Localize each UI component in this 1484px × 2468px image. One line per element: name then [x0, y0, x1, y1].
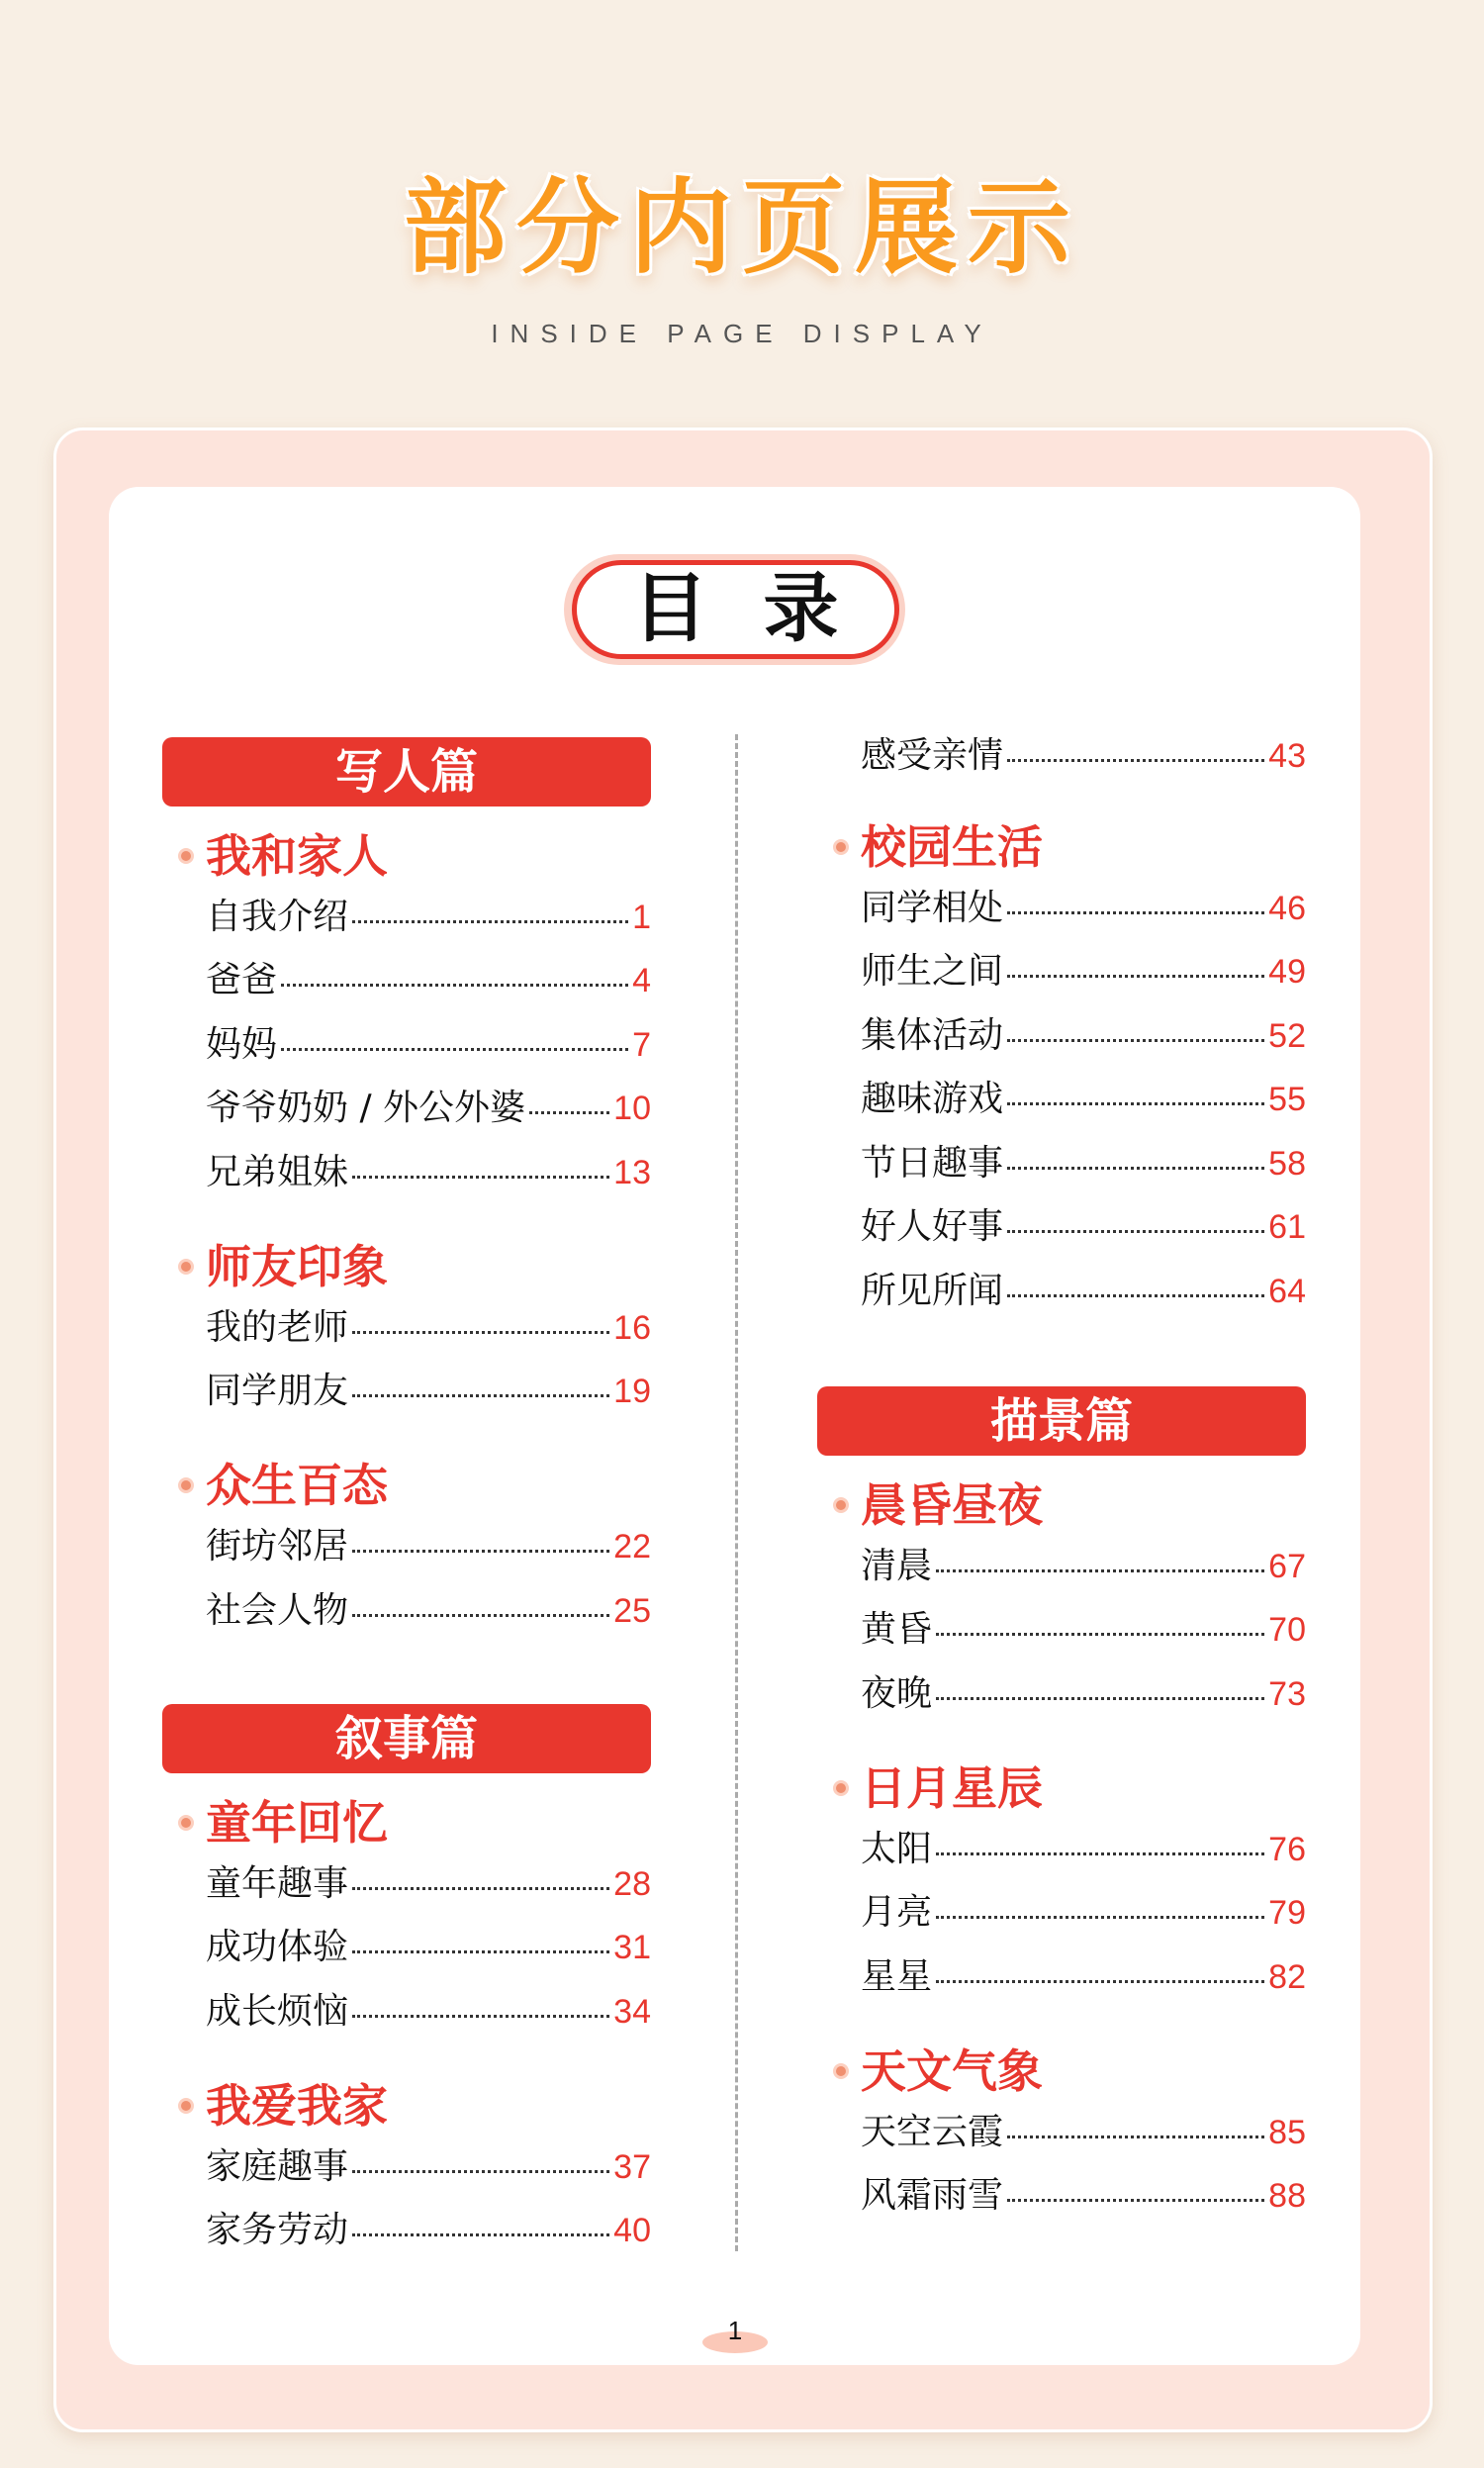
entry-page: 49 [1268, 953, 1306, 991]
entry-label: 我的老师 [206, 1307, 349, 1348]
entry-page: 43 [1268, 737, 1306, 775]
entry-label: 趣味游戏 [861, 1079, 1004, 1119]
entry-label: 感受亲情 [861, 735, 1004, 776]
dot-leader [1007, 759, 1264, 762]
dot-leader [936, 1697, 1264, 1700]
page-header-title: 部分内页展示 [403, 167, 1080, 288]
toc-entry[interactable] [861, 1666, 1306, 1718]
dot-leader [1007, 2199, 1264, 2202]
entry-label: 太阳 [861, 1829, 933, 1869]
dot-leader [352, 1394, 609, 1397]
entry-label: 同学朋友 [206, 1371, 349, 1411]
entry-page: 64 [1268, 1273, 1306, 1310]
entry-page: 1 [632, 899, 651, 936]
entry-label: 节日趣事 [861, 1143, 1004, 1184]
toc-entry[interactable] [861, 1949, 1306, 2001]
toc-entry[interactable] [206, 1920, 651, 1971]
toc-entry[interactable] [861, 881, 1306, 932]
dot-leader [1007, 1102, 1264, 1105]
entry-label: 夜晚 [861, 1673, 933, 1714]
section-bar-scenery: 描景篇 [817, 1386, 1306, 1456]
entry-page: 70 [1268, 1611, 1306, 1649]
dot-leader [352, 2015, 609, 2018]
toc-entry[interactable] [861, 1539, 1306, 1590]
entry-page: 16 [613, 1309, 651, 1347]
dot-leader [352, 1550, 609, 1553]
dot-leader [936, 1569, 1264, 1572]
category-label: 日月星辰 [861, 1761, 1043, 1815]
category-label: 我爱我家 [206, 2079, 388, 2133]
entry-label: 社会人物 [206, 1590, 349, 1631]
dot-leader [352, 2233, 609, 2236]
bullet-icon [833, 1497, 849, 1513]
dot-leader [281, 984, 628, 987]
toc-entry[interactable] [861, 1199, 1306, 1251]
section-bar-writing-people: 写人篇 [162, 737, 651, 807]
toc-entry[interactable] [206, 1081, 651, 1132]
dot-leader [352, 920, 628, 923]
entry-label: 兄弟姐妹 [206, 1152, 349, 1192]
entry-label: 家庭趣事 [206, 2146, 349, 2187]
dot-leader [1007, 975, 1264, 978]
entry-label: 好人好事 [861, 1206, 1004, 1247]
dot-leader [936, 1852, 1264, 1855]
section-bar-narrative: 叙事篇 [162, 1704, 651, 1773]
toc-entry[interactable] [206, 953, 651, 1004]
entry-page: 67 [1268, 1548, 1306, 1585]
entry-page: 13 [613, 1154, 651, 1191]
category-label: 晨昏昼夜 [861, 1478, 1043, 1532]
entry-label: 爷爷奶奶 / 外公外婆 [206, 1088, 526, 1128]
dot-leader [352, 1887, 609, 1890]
category-label: 天文气象 [861, 2044, 1043, 2098]
toc-entry[interactable] [206, 1583, 651, 1635]
toc-entry[interactable] [206, 2203, 651, 2254]
entry-page: 25 [613, 1592, 651, 1630]
dot-leader [936, 1980, 1264, 1983]
dot-leader [281, 1048, 628, 1051]
bullet-icon [833, 839, 849, 855]
entry-label: 星星 [861, 1956, 933, 1997]
entry-page: 4 [632, 962, 651, 999]
toc-entry[interactable] [861, 1072, 1306, 1123]
entry-page: 58 [1268, 1145, 1306, 1183]
entry-label: 同学相处 [861, 888, 1004, 928]
entry-label: 集体活动 [861, 1015, 1004, 1056]
entry-label: 月亮 [861, 1892, 933, 1933]
entry-label: 黄昏 [861, 1609, 933, 1650]
toc-entry[interactable] [861, 2168, 1306, 2220]
toc-entry[interactable] [206, 1519, 651, 1570]
toc-entry[interactable] [861, 728, 1306, 780]
entry-label: 清晨 [861, 1546, 933, 1586]
toc-entry[interactable] [861, 2105, 1306, 2156]
entry-page: 61 [1268, 1208, 1306, 1246]
entry-label: 家务劳动 [206, 2210, 349, 2250]
toc-entry[interactable] [861, 1264, 1306, 1315]
toc-entry[interactable] [206, 1017, 651, 1069]
entry-label: 妈妈 [206, 1024, 278, 1065]
dot-leader [352, 1331, 609, 1334]
dot-leader [352, 1176, 609, 1179]
toc-entry[interactable] [206, 2139, 651, 2191]
dot-leader [529, 1111, 609, 1114]
dot-leader [1007, 2136, 1264, 2138]
entry-label: 成长烦恼 [206, 1991, 349, 2032]
category-label: 众生百态 [206, 1459, 388, 1512]
toc-entry[interactable] [206, 1364, 651, 1415]
toc-title: 目录 [572, 560, 899, 659]
entry-page: 46 [1268, 890, 1306, 927]
entry-page: 19 [613, 1373, 651, 1410]
dot-leader [352, 1614, 609, 1617]
category-label: 童年回忆 [206, 1796, 388, 1850]
entry-page: 79 [1268, 1894, 1306, 1932]
dot-leader [352, 1950, 609, 1953]
entry-label: 师生之间 [861, 951, 1004, 992]
category-label: 我和家人 [206, 829, 388, 883]
entry-label: 街坊邻居 [206, 1526, 349, 1566]
bullet-icon [833, 1780, 849, 1796]
entry-page: 85 [1268, 2114, 1306, 2151]
bullet-icon [833, 2063, 849, 2079]
entry-label: 所见所闻 [861, 1271, 1004, 1311]
dot-leader [1007, 1230, 1264, 1233]
dot-leader [1007, 1294, 1264, 1297]
entry-page: 76 [1268, 1831, 1306, 1868]
toc-entry[interactable] [861, 1008, 1306, 1060]
entry-label: 自我介绍 [206, 897, 349, 937]
entry-page: 37 [613, 2148, 651, 2186]
entry-page: 7 [632, 1026, 651, 1064]
dot-leader [352, 2170, 609, 2173]
entry-page: 40 [613, 2212, 651, 2249]
entry-label: 童年趣事 [206, 1863, 349, 1904]
entry-page: 82 [1268, 1958, 1306, 1996]
bullet-icon [178, 1815, 194, 1831]
entry-page: 55 [1268, 1081, 1306, 1118]
dot-leader [936, 1633, 1264, 1636]
entry-page: 88 [1268, 2177, 1306, 2215]
toc-entry[interactable] [861, 1885, 1306, 1937]
toc-entry[interactable] [206, 1300, 651, 1352]
bullet-icon [178, 2098, 194, 2114]
entry-label: 风霜雨雪 [861, 2175, 1004, 2216]
bullet-icon [178, 1259, 194, 1275]
dot-leader [1007, 1167, 1264, 1170]
dot-leader [1007, 911, 1264, 914]
toc-entry[interactable] [206, 1145, 651, 1196]
dot-leader [936, 1916, 1264, 1919]
toc-entry[interactable] [861, 1602, 1306, 1654]
column-divider [735, 734, 738, 2251]
bullet-icon [178, 848, 194, 864]
toc-left-column [162, 737, 677, 2271]
entry-page: 34 [613, 1993, 651, 2031]
entry-label: 成功体验 [206, 1927, 349, 1967]
entry-label: 天空云霞 [861, 2112, 1004, 2152]
page-header-subtitle: INSIDE PAGE DISPLAY [491, 319, 993, 348]
entry-page: 52 [1268, 1017, 1306, 1055]
toc-entry[interactable] [206, 1856, 651, 1908]
dot-leader [1007, 1039, 1264, 1042]
entry-page: 73 [1268, 1675, 1306, 1713]
entry-label: 爸爸 [206, 960, 278, 1000]
toc-entry[interactable] [861, 944, 1306, 996]
category-label: 师友印象 [206, 1240, 388, 1293]
toc-entry[interactable] [861, 1136, 1306, 1187]
bullet-icon [178, 1477, 194, 1493]
category-label: 校园生活 [861, 820, 1043, 874]
entry-page: 22 [613, 1528, 651, 1566]
entry-page: 10 [613, 1090, 651, 1127]
toc-entry[interactable] [861, 1822, 1306, 1873]
toc-entry[interactable] [206, 890, 651, 941]
toc-right-column [817, 728, 1332, 2262]
entry-page: 31 [613, 1929, 651, 1966]
entry-page: 28 [613, 1865, 651, 1903]
toc-entry[interactable] [206, 1984, 651, 2036]
page-number: 1 [727, 2316, 743, 2345]
